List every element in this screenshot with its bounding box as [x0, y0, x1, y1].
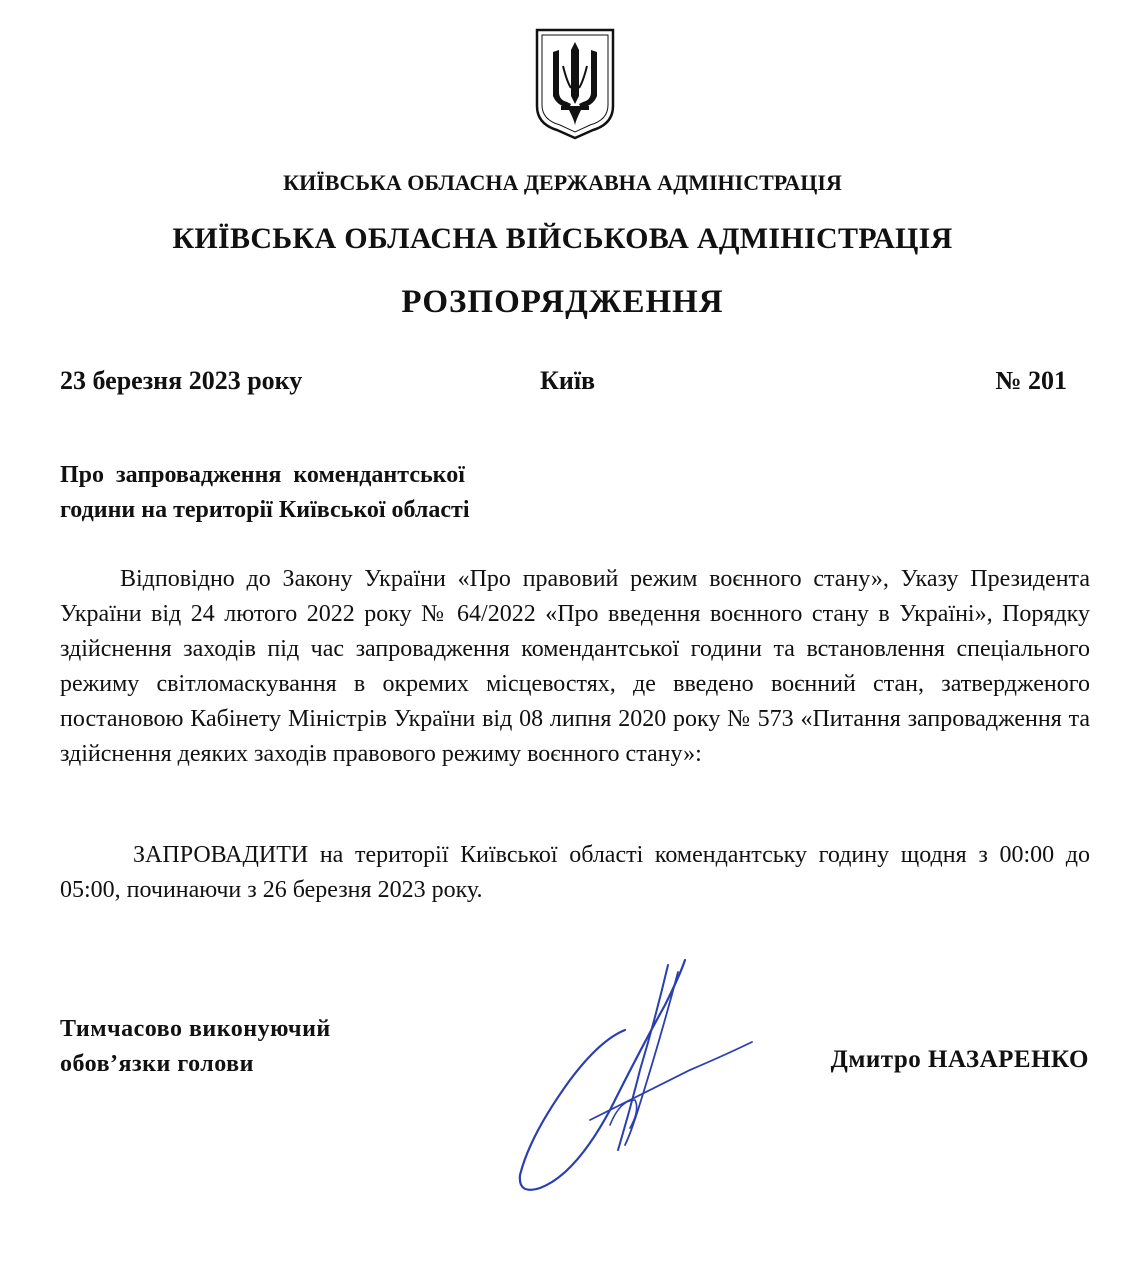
- subject-line: Про запровадження комендантської: [60, 462, 465, 488]
- subject-line: години на території Київської області: [60, 497, 470, 523]
- document-number: № 201: [995, 366, 1067, 395]
- coat-of-arms-icon: [533, 26, 617, 140]
- signatory-position-line: Тимчасово виконуючий: [60, 1016, 331, 1042]
- document-date: 23 березня 2023 року: [60, 366, 303, 395]
- preamble-paragraph: Відповідно до Закону України «Про правовий режим воєнного стану», Указу Президента України від 24 лютого 2022 року № 64/2022 «Про введення воєнного стану в Україні», Порядку здійснення заходів під час запровадження комендантської години та встановлення спеціального режиму світломаскування в окремих місцевостях, де введено воєнний стан, затвердженого постановою Кабінету Міністрів України від 08 липня 2020 року № 573 «Питання запровадження та здійснення деяких заходів правового режиму воєнного стану»:: [60, 566, 1090, 767]
- signatory-name: Дмитро НАЗАРЕНКО: [830, 1046, 1089, 1073]
- handwritten-signature: [490, 950, 760, 1200]
- document-subject: [60, 458, 620, 528]
- order-paragraph: ЗАПРОВАДИТИ на території Київської області комендантську годину щодня з 00:00 до 05:00, починаючи з 26 березня 2023 року.: [60, 842, 1090, 903]
- document-city: Київ: [540, 366, 596, 395]
- signatory-position: [60, 1012, 331, 1082]
- document-type: РОЗПОРЯДЖЕННЯ: [401, 284, 724, 320]
- signatory-position-line: обов’язки голови: [60, 1051, 254, 1077]
- issuer-state-administration: КИЇВСЬКА ОБЛАСНА ДЕРЖАВНА АДМІНІСТРАЦІЯ: [283, 170, 842, 195]
- issuer-military-administration: КИЇВСЬКА ОБЛАСНА ВІЙСЬКОВА АДМІНІСТРАЦІЯ: [172, 222, 953, 255]
